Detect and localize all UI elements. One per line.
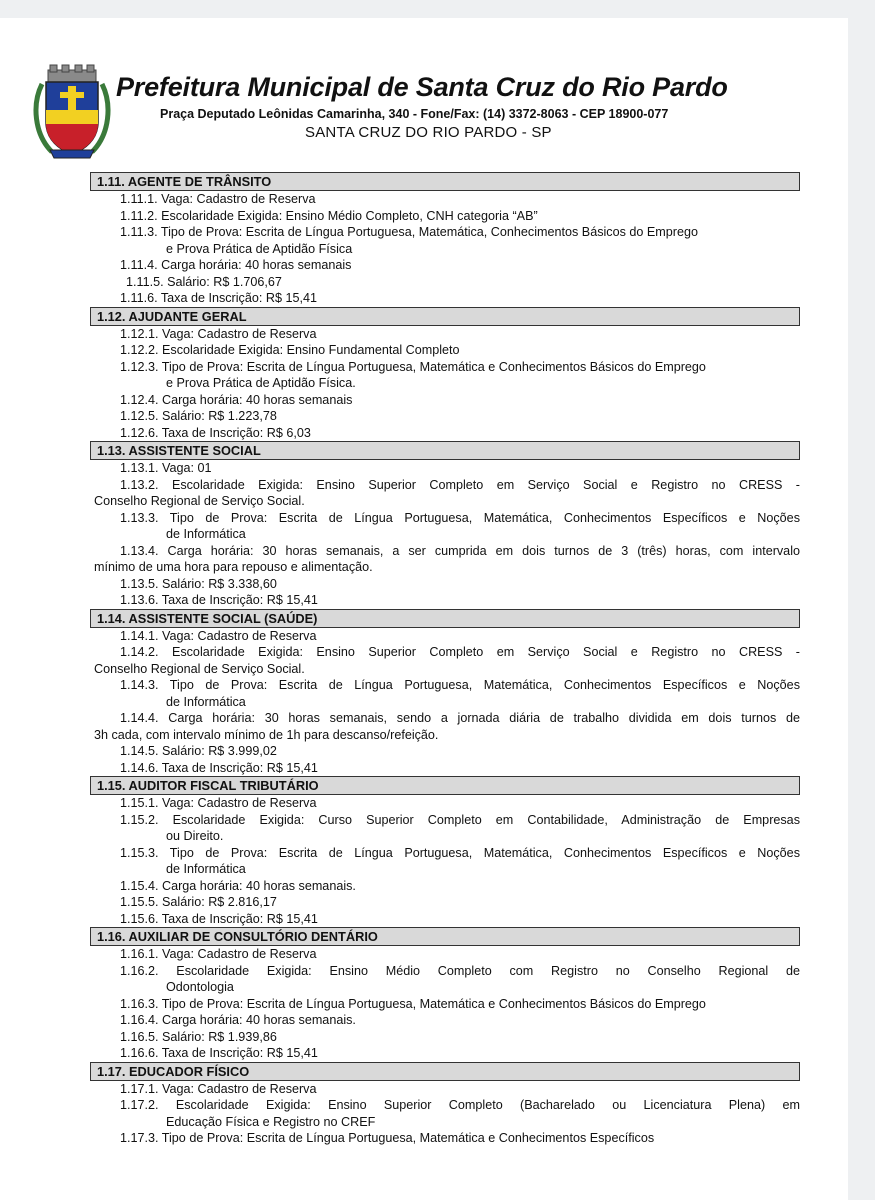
list-item: 1.14.3. Tipo de Prova: Escrita de Língua Portuguesa, Matemática, Conhecimentos Específicos e Noções [120, 678, 800, 692]
letterhead-city: SANTA CRUZ DO RIO PARDO - SP [305, 124, 552, 141]
section-heading: 1.16. AUXILIAR DE CONSULTÓRIO DENTÁRIO [90, 927, 800, 946]
section-heading: 1.14. ASSISTENTE SOCIAL (SAÚDE) [90, 609, 800, 628]
list-item-continuation: e Prova Prática de Aptidão Física. [166, 376, 356, 390]
list-item-continuation: 3h cada, com intervalo mínimo de 1h para descanso/refeição. [94, 727, 439, 742]
section-heading: 1.11. AGENTE DE TRÂNSITO [90, 172, 800, 191]
letterhead [30, 62, 810, 177]
list-item-continuation: Educação Física e Registro no CREF [166, 1114, 376, 1129]
list-item: 1.15.6. Taxa de Inscrição: R$ 15,41 [120, 911, 318, 926]
list-item: 1.15.2. Escolaridade Exigida: Curso Superior Completo em Contabilidade, Administração de Empresas [120, 812, 800, 827]
list-item-continuation: Conselho Regional de Serviço Social. [94, 661, 305, 676]
document-body [90, 172, 800, 1147]
list-item: 1.14.2. Escolaridade Exigida: Ensino Superior Completo em Serviço Social e Registro no CRESS - [120, 645, 800, 659]
list-item: 1.13.4. Carga horária: 30 horas semanais, a ser cumprida em dois turnos de 3 (três) horas, com intervalo [120, 543, 800, 558]
list-item: 1.11.4. Carga horária: 40 horas semanais [120, 258, 352, 272]
list-item: 1.11.1. Vaga: Cadastro de Reserva [120, 192, 316, 206]
list-item: 1.13.5. Salário: R$ 3.338,60 [120, 576, 277, 591]
list-item: 1.15.1. Vaga: Cadastro de Reserva [120, 796, 317, 810]
list-item: 1.17.3. Tipo de Prova: Escrita de Língua Portuguesa, Matemática e Conhecimentos Específicos [120, 1131, 655, 1145]
list-item: 1.15.4. Carga horária: 40 horas semanais. [120, 878, 356, 893]
list-item: 1.15.3. Tipo de Prova: Escrita de Língua Portuguesa, Matemática, Conhecimentos Específicos e Noções [120, 845, 800, 860]
list-item: 1.12.6. Taxa de Inscrição: R$ 6,03 [120, 425, 311, 440]
list-item: 1.16.1. Vaga: Cadastro de Reserva [120, 947, 317, 961]
list-item-continuation: mínimo de uma hora para repouso e alimentação. [94, 560, 373, 574]
list-item-continuation: Odontologia [166, 980, 234, 994]
list-item: 1.12.3. Tipo de Prova: Escrita de Língua Portuguesa, Matemática e Conhecimentos Básicos do Emprego [120, 359, 706, 374]
list-item: 1.15.5. Salário: R$ 2.816,17 [120, 895, 277, 909]
list-item: 1.13.3. Tipo de Prova: Escrita de Língua Portuguesa, Matemática, Conhecimentos Específicos e Noções [120, 510, 800, 525]
list-item: 1.13.2. Escolaridade Exigida: Ensino Superior Completo em Serviço Social e Registro no CRESS - [120, 477, 800, 492]
list-item: 1.16.2. Escolaridade Exigida: Ensino Médio Completo com Registro no Conselho Regional de [120, 963, 800, 978]
list-item: 1.16.4. Carga horária: 40 horas semanais. [120, 1013, 356, 1027]
list-item: 1.17.1. Vaga: Cadastro de Reserva [120, 1081, 317, 1096]
list-item: 1.17.2. Escolaridade Exigida: Ensino Superior Completo (Bacharelado ou Licenciatura Plena) em [120, 1098, 800, 1112]
list-item: 1.13.1. Vaga: 01 [120, 461, 212, 475]
list-item: 1.14.6. Taxa de Inscrição: R$ 15,41 [120, 760, 318, 775]
list-item: 1.14.1. Vaga: Cadastro de Reserva [120, 628, 317, 643]
list-item-continuation: Conselho Regional de Serviço Social. [94, 494, 305, 508]
list-item-continuation: de Informática [166, 694, 246, 709]
list-item-continuation: de Informática [166, 527, 246, 541]
list-item-continuation: de Informática [166, 862, 246, 876]
list-item: 1.12.5. Salário: R$ 1.223,78 [120, 409, 277, 423]
list-item: 1.11.5. Salário: R$ 1.706,67 [126, 274, 282, 289]
list-item-continuation: ou Direito. [166, 829, 224, 843]
list-item: 1.11.3. Tipo de Prova: Escrita de Língua Portuguesa, Matemática, Conhecimentos Básicos do Emprego [120, 225, 699, 239]
list-item: 1.16.5. Salário: R$ 1.939,86 [120, 1029, 277, 1044]
section-heading: 1.12. AJUDANTE GERAL [90, 307, 800, 326]
section-heading: 1.13. ASSISTENTE SOCIAL [90, 441, 800, 460]
list-item: 1.11.2. Escolaridade Exigida: Ensino Médio Completo, CNH categoria “AB” [120, 208, 538, 223]
list-item-continuation: e Prova Prática de Aptidão Física [166, 241, 353, 256]
document-page [0, 18, 848, 1200]
list-item: 1.16.6. Taxa de Inscrição: R$ 15,41 [120, 1046, 318, 1060]
list-item: 1.14.4. Carga horária: 30 horas semanais, sendo a jornada diária de trabalho dividida em dois turnos de [120, 711, 800, 725]
list-item: 1.12.4. Carga horária: 40 horas semanais [120, 392, 353, 407]
list-item: 1.12.2. Escolaridade Exigida: Ensino Fundamental Completo [120, 343, 460, 357]
list-item: 1.16.3. Tipo de Prova: Escrita de Língua Portuguesa, Matemática e Conhecimentos Básicos do Emprego [120, 996, 706, 1011]
letterhead-address: Praça Deputado Leônidas Camarinha, 340 - Fone/Fax: (14) 3372-8063 - CEP 18900-077 [160, 107, 669, 121]
list-item: 1.13.6. Taxa de Inscrição: R$ 15,41 [120, 593, 318, 607]
municipal-crest-icon [32, 64, 112, 160]
list-item: 1.14.5. Salário: R$ 3.999,02 [120, 744, 277, 758]
list-item: 1.12.1. Vaga: Cadastro de Reserva [120, 326, 317, 341]
list-item: 1.11.6. Taxa de Inscrição: R$ 15,41 [120, 291, 317, 305]
section-heading: 1.17. EDUCADOR FÍSICO [90, 1062, 800, 1081]
letterhead-title: Prefeitura Municipal de Santa Cruz do Rio Pardo [116, 72, 728, 102]
section-heading: 1.15. AUDITOR FISCAL TRIBUTÁRIO [90, 776, 800, 795]
